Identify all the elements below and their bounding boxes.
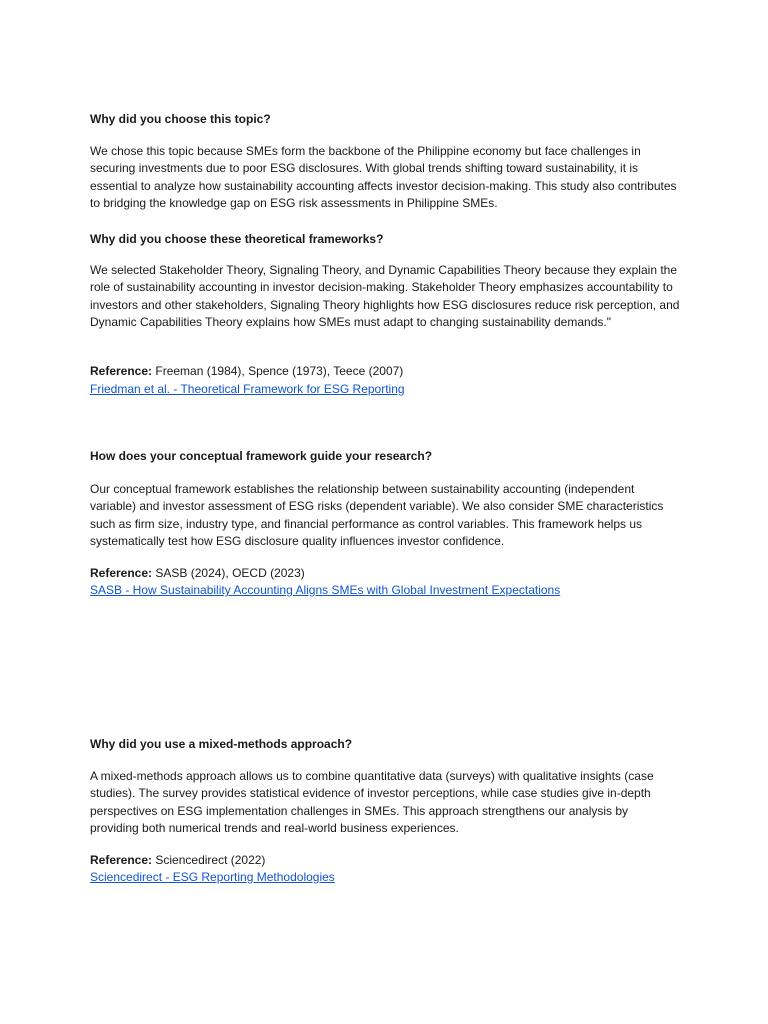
reference-label: Reference: xyxy=(90,364,153,378)
section-4-link-row xyxy=(90,869,680,886)
section-3-reference xyxy=(90,565,680,582)
section-3-answer: Our conceptual framework establishes the relationship between sustainability accounting (independent variable) and investor assessment of ESG risks (dependent variable). We also consider SME characteristics such as firm size, industry type, and financial performance as control variables. This framework helps us systematically test how ESG disclosure quality influences investor confidence. xyxy=(90,482,664,549)
reference-text: Sciencedirect (2022) xyxy=(155,853,266,867)
framework-reference-link[interactable]: Friedman et al. - Theoretical Framework for ESG Reporting xyxy=(90,382,405,396)
reference-label: Reference: xyxy=(90,853,153,867)
section-1-question: Why did you choose this topic? xyxy=(90,112,271,126)
section-4-reference xyxy=(90,852,680,869)
reference-text: SASB (2024), OECD (2023) xyxy=(155,566,305,580)
section-1-answer: We chose this topic because SMEs form the backbone of the Philippine economy but face challenges in securing investments due to poor ESG disclosures. With global trends shifting toward sustainability, it is essential to analyze how sustainability accounting affects investor decision-making. This study also contributes to bridging the knowledge gap on ESG risk assessments in Philippine SMEs. xyxy=(90,144,677,211)
reference-label: Reference: xyxy=(90,566,153,580)
section-2-answer: We selected Stakeholder Theory, Signaling Theory, and Dynamic Capabilities Theory because they explain the role of sustainability accounting in investor decision-making. Stakeholder Theory emphasizes accountability to investors and other stakeholders, Signaling Theory highlights how ESG disclosures reduce risk perception, and Dynamic Capabilities Theory explains how SMEs must adapt to changing sustainability demands." xyxy=(90,263,680,330)
section-3-link-row xyxy=(90,582,680,599)
section-4-answer: A mixed-methods approach allows us to combine quantitative data (surveys) with qualitative insights (case studies). The survey provides statistical evidence of investor perceptions, while case studies give in-depth perspectives on ESG implementation challenges in SMEs. This approach strengthens our analysis by providing both numerical trends and real-world business experiences. xyxy=(90,769,654,836)
sasb-reference-link[interactable]: SASB - How Sustainability Accounting Aligns SMEs with Global Investment Expectations xyxy=(90,583,561,597)
reference-text: Freeman (1984), Spence (1973), Teece (2007) xyxy=(155,364,404,378)
section-3-question: How does your conceptual framework guide your research? xyxy=(90,449,433,463)
section-2-reference xyxy=(90,363,680,380)
section-2-question: Why did you choose these theoretical frameworks? xyxy=(90,232,384,246)
section-4-question: Why did you use a mixed-methods approach? xyxy=(90,737,353,751)
section-2-link-row xyxy=(90,381,680,398)
sciencedirect-reference-link[interactable]: Sciencedirect - ESG Reporting Methodologies xyxy=(90,870,335,884)
